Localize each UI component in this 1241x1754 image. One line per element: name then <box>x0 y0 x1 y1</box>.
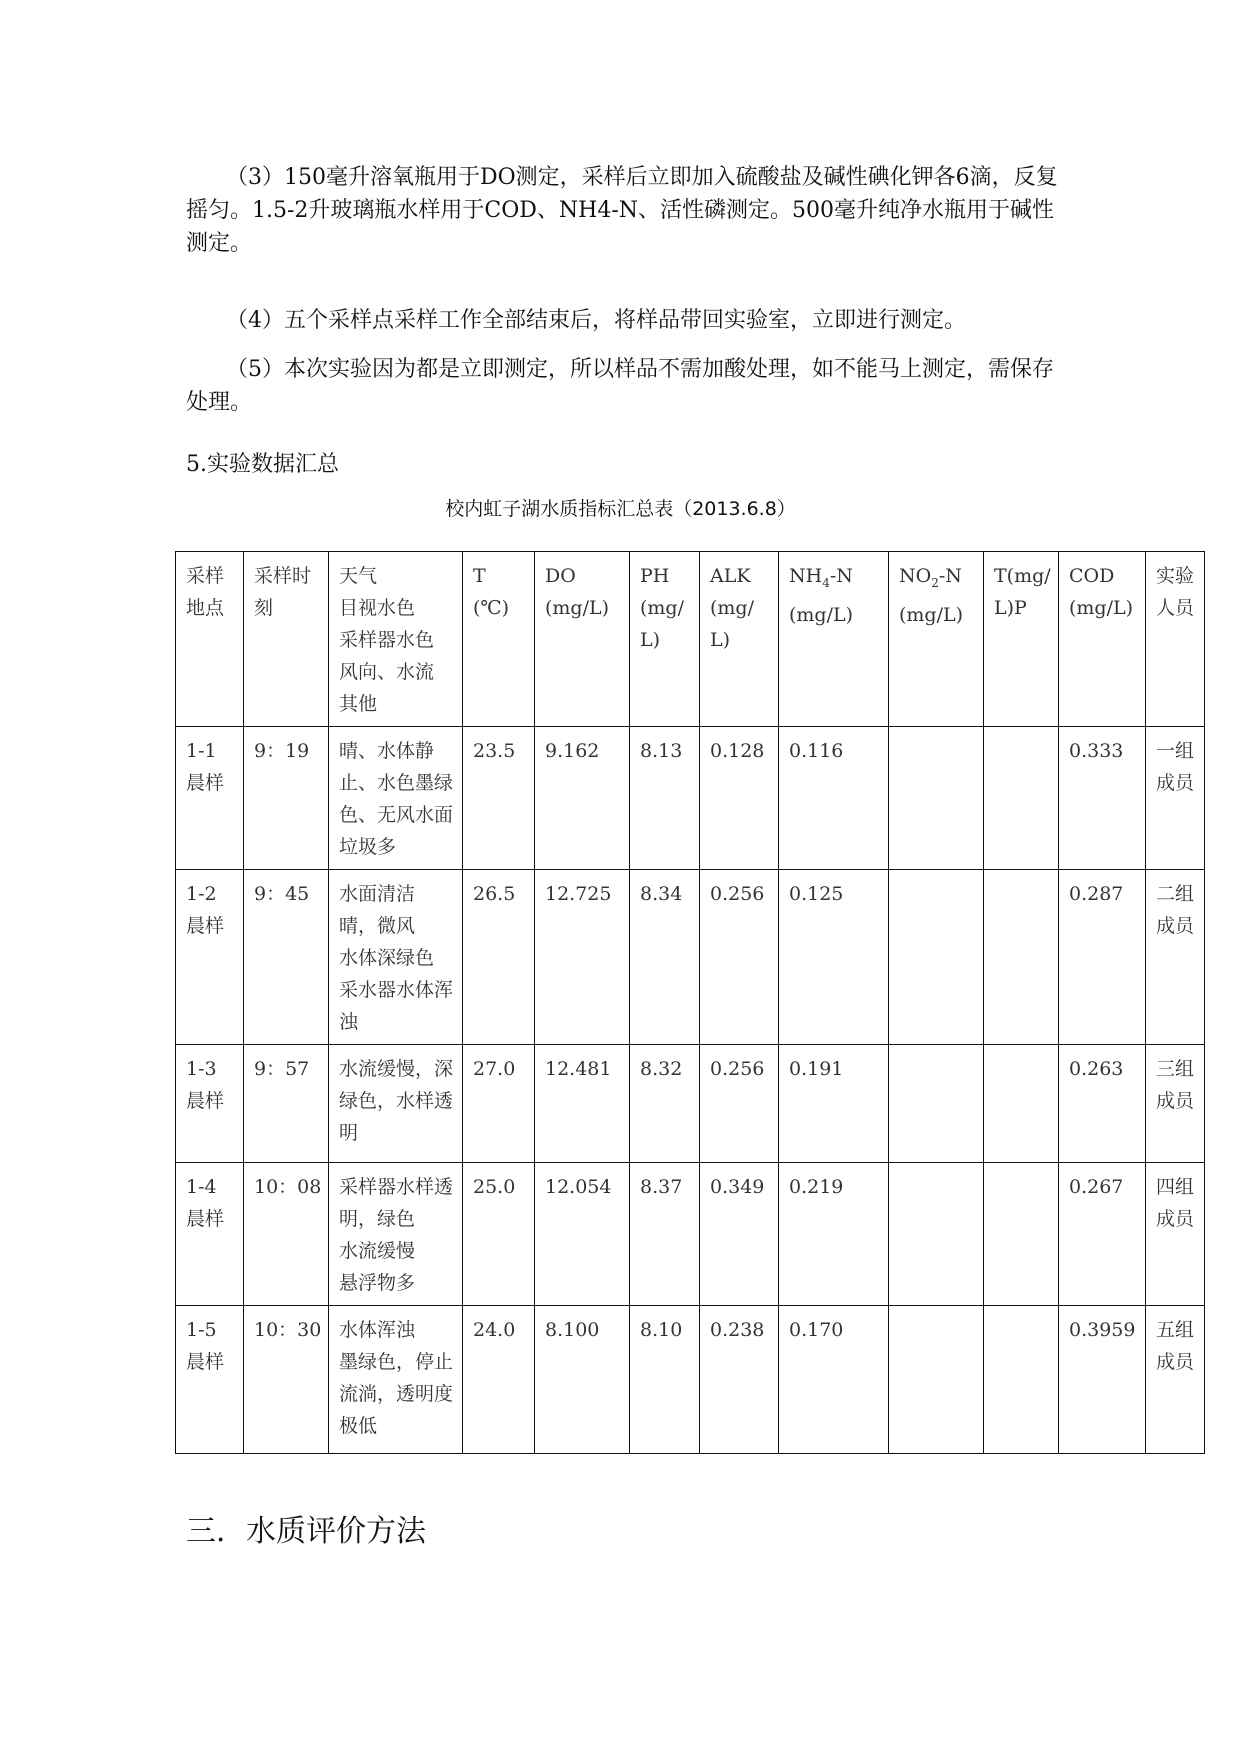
cell-staff: 五组成员 <box>1146 1306 1205 1454</box>
cell-no2n <box>889 870 984 1045</box>
cell-cod: 0.333 <box>1059 727 1146 870</box>
header-ph: PH (mg/L) <box>630 552 700 727</box>
header-do: DO (mg/L) <box>535 552 630 727</box>
cell-do: 8.100 <box>535 1306 630 1454</box>
cell-alk: 0.256 <box>700 1045 779 1163</box>
water-quality-table <box>175 551 1205 1454</box>
cell-weather: 采样器水样透明，绿色 水流缓慢 悬浮物多 <box>329 1163 463 1306</box>
paragraph-step-5: （5）本次实验因为都是立即测定，所以样品不需加酸处理，如不能马上测定，需保存处理。 <box>186 357 1054 415</box>
table-row <box>176 1163 1205 1306</box>
cell-weather: 水面清洁 晴，微风 水体深绿色 采水器水体浑浊 <box>329 870 463 1045</box>
cell-staff: 三组成员 <box>1146 1045 1205 1163</box>
table-header-row <box>176 552 1205 727</box>
cell-nh4n: 0.116 <box>779 727 889 870</box>
cell-staff: 一组成员 <box>1146 727 1205 870</box>
cell-ph: 8.13 <box>630 727 700 870</box>
cell-location: 1-1 晨样 <box>176 727 244 870</box>
cell-tp <box>984 1306 1059 1454</box>
cell-staff: 二组成员 <box>1146 870 1205 1045</box>
cell-no2n <box>889 1306 984 1454</box>
cell-ph: 8.37 <box>630 1163 700 1306</box>
cell-location: 1-5 晨样 <box>176 1306 244 1454</box>
paragraph-step-3: （3）150毫升溶氧瓶用于DO测定，采样后立即加入硫酸盐及碱性碘化钾各6滴，反复摇匀。1.5-2升玻璃瓶水样用于COD、NH4-N、活性磷测定。500毫升纯净水瓶用于碱性测定。 <box>186 165 1058 256</box>
cell-cod: 0.263 <box>1059 1045 1146 1163</box>
cell-do: 12.725 <box>535 870 630 1045</box>
cell-nh4n: 0.170 <box>779 1306 889 1454</box>
cell-do: 12.054 <box>535 1163 630 1306</box>
table-row <box>176 1306 1205 1454</box>
cell-cod: 0.3959 <box>1059 1306 1146 1454</box>
header-temperature: T (℃) <box>463 552 535 727</box>
cell-alk: 0.238 <box>700 1306 779 1454</box>
header-time: 采样时刻 <box>244 552 329 727</box>
cell-no2n <box>889 727 984 870</box>
cell-temperature: 27.0 <box>463 1045 535 1163</box>
header-nh4n: $NH_4-N$ (mg/L) <box>779 552 889 727</box>
cell-no2n <box>889 1163 984 1306</box>
header-no2n: $NO_2-N$ (mg/L) <box>889 552 984 727</box>
cell-time: 9：45 <box>244 870 329 1045</box>
cell-staff: 四组成员 <box>1146 1163 1205 1306</box>
cell-alk: 0.128 <box>700 727 779 870</box>
cell-alk: 0.349 <box>700 1163 779 1306</box>
header-location: 采样地点 <box>176 552 244 727</box>
cell-weather: 水体浑浊 墨绿色，停止流淌，透明度极低 <box>329 1306 463 1454</box>
cell-tp <box>984 727 1059 870</box>
cell-ph: 8.10 <box>630 1306 700 1454</box>
cell-do: 9.162 <box>535 727 630 870</box>
cell-tp <box>984 1163 1059 1306</box>
cell-time: 9：57 <box>244 1045 329 1163</box>
header-cod: COD (mg/L) <box>1059 552 1146 727</box>
cell-nh4n: 0.125 <box>779 870 889 1045</box>
table-row <box>176 1045 1205 1163</box>
cell-nh4n: 0.191 <box>779 1045 889 1163</box>
cell-location: 1-2 晨样 <box>176 870 244 1045</box>
cell-weather: 水流缓慢，深绿色，水样透明 <box>329 1045 463 1163</box>
cell-time: 10：08 <box>244 1163 329 1306</box>
table-row <box>176 727 1205 870</box>
cell-time: 10：30 <box>244 1306 329 1454</box>
cell-cod: 0.287 <box>1059 870 1146 1045</box>
cell-temperature: 24.0 <box>463 1306 535 1454</box>
paragraph-step-4: （4）五个采样点采样工作全部结束后，将样品带回实验室，立即进行测定。 <box>226 308 966 333</box>
cell-no2n <box>889 1045 984 1163</box>
section-heading: 三．水质评价方法 <box>186 1514 426 1549</box>
cell-weather: 晴、水体静止、水色墨绿色、无风水面垃圾多 <box>329 727 463 870</box>
cell-ph: 8.34 <box>630 870 700 1045</box>
section-5-heading: 5.实验数据汇总 <box>186 452 339 477</box>
cell-do: 12.481 <box>535 1045 630 1163</box>
cell-temperature: 26.5 <box>463 870 535 1045</box>
header-alk: ALK (mg/L) <box>700 552 779 727</box>
header-staff: 实验人员 <box>1146 552 1205 727</box>
cell-cod: 0.267 <box>1059 1163 1146 1306</box>
table-title: 校内虹子湖水质指标汇总表（2013.6.8） <box>445 498 796 520</box>
cell-tp <box>984 870 1059 1045</box>
cell-tp <box>984 1045 1059 1163</box>
cell-location: 1-4 晨样 <box>176 1163 244 1306</box>
cell-temperature: 25.0 <box>463 1163 535 1306</box>
cell-ph: 8.32 <box>630 1045 700 1163</box>
cell-temperature: 23.5 <box>463 727 535 870</box>
cell-location: 1-3 晨样 <box>176 1045 244 1163</box>
cell-time: 9：19 <box>244 727 329 870</box>
cell-nh4n: 0.219 <box>779 1163 889 1306</box>
header-tp: T(mg/L)P <box>984 552 1059 727</box>
header-weather: 天气 目视水色 采样器水色 风向、水流 其他 <box>329 552 463 727</box>
table-row <box>176 870 1205 1045</box>
cell-alk: 0.256 <box>700 870 779 1045</box>
